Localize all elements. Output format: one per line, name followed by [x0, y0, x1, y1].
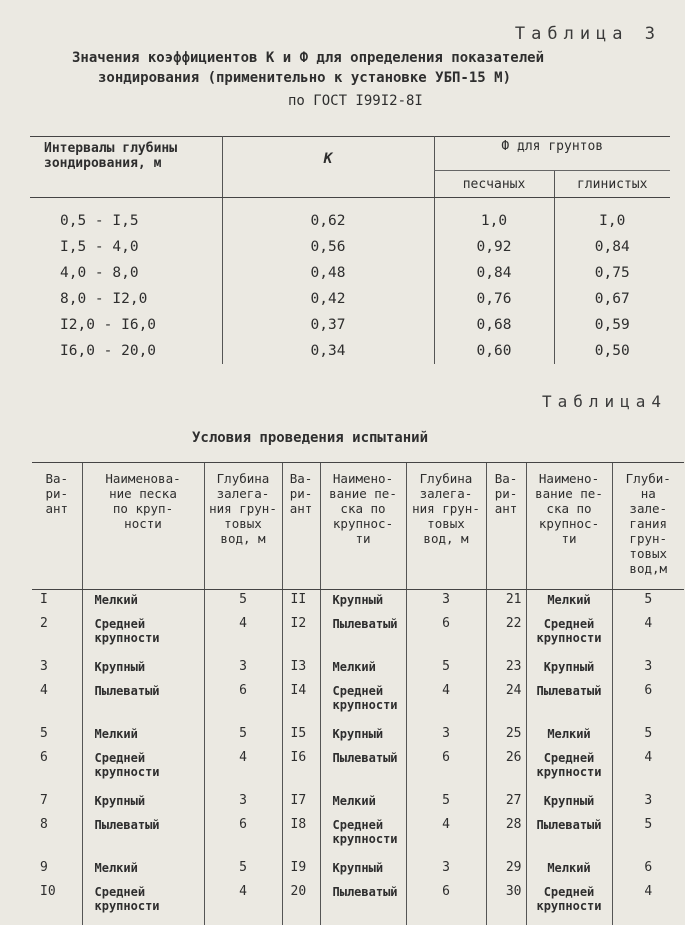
table4-cell-sand-name: Средней крупности	[526, 748, 612, 791]
table3-cell-clayey: I,0	[554, 208, 670, 234]
table4-header-variant3: Ва- ри- ант	[486, 463, 526, 590]
table4-cell-variant: 6	[32, 748, 82, 791]
table4-cell-water-depth: 5	[612, 815, 684, 858]
table4-row	[32, 882, 684, 925]
table4-cell-variant: 22	[486, 614, 526, 657]
table4-row	[32, 815, 684, 858]
table4-cell-water-depth: 3	[612, 657, 684, 681]
table3-cell-sandy: 1,0	[434, 208, 554, 234]
table4-row	[32, 614, 684, 657]
table4-cell-water-depth: 5	[612, 590, 684, 615]
table4-cell-sand-name: Мелкий	[526, 724, 612, 748]
table3-cell-depth: 0,5 - I,5	[30, 208, 222, 234]
table4-header-depth2: Глубина залега- ния грун- товых вод, м	[406, 463, 486, 590]
table4-cell-variant: 7	[32, 791, 82, 815]
table4-cell-variant: 30	[486, 882, 526, 925]
table3-header-sandy: песчаных	[434, 171, 554, 198]
table4-number: Таблица4	[542, 392, 667, 411]
table3-cell-sandy: 0,68	[434, 312, 554, 338]
table3-cell-depth: I,5 - 4,0	[30, 234, 222, 260]
table3-cell-clayey: 0,67	[554, 286, 670, 312]
table4-cell-variant: I4	[282, 681, 320, 724]
table4-cell-sand-name: Крупный	[320, 724, 406, 748]
table4-cell-variant: I7	[282, 791, 320, 815]
table4-cell-variant: 2	[32, 614, 82, 657]
table4-cell-sand-name: Пылеватый	[82, 681, 204, 724]
table4-row	[32, 858, 684, 882]
table4-cell-variant: 4	[32, 681, 82, 724]
table3-cell-sandy: 0,84	[434, 260, 554, 286]
table4-cell-sand-name: Пылеватый	[526, 681, 612, 724]
table4-cell-sand-name: Средней крупности	[320, 815, 406, 858]
table3-header-clayey: глинистых	[554, 171, 670, 198]
table4-cell-variant: I8	[282, 815, 320, 858]
table4-body	[32, 590, 684, 925]
table4-cell-water-depth: 5	[204, 590, 282, 615]
table4-cell-water-depth: 5	[406, 791, 486, 815]
table3-cell-sandy: 0,60	[434, 338, 554, 364]
table4-cell-variant: I	[32, 590, 82, 615]
table4-cell-sand-name: Крупный	[320, 590, 406, 615]
table4-header-variant: Ва- ри- ант	[32, 463, 82, 590]
table3-cell-k: 0,42	[222, 286, 434, 312]
table4-cell-water-depth: 6	[406, 614, 486, 657]
table3-row	[30, 338, 670, 364]
table4-cell-water-depth: 5	[204, 858, 282, 882]
table4-header-depth3: Глуби- на зале- гания грун- товых вод,м	[612, 463, 684, 590]
table4-cell-sand-name: Пылеватый	[526, 815, 612, 858]
table4-cell-water-depth: 5	[204, 724, 282, 748]
table4-cell-water-depth: 4	[204, 748, 282, 791]
table4-cell-water-depth: 6	[204, 681, 282, 724]
table4-cell-sand-name: Крупный	[82, 791, 204, 815]
table3-cell-k: 0,48	[222, 260, 434, 286]
table3-cell-clayey: 0,84	[554, 234, 670, 260]
table3-row	[30, 312, 670, 338]
table4-cell-water-depth: 6	[204, 815, 282, 858]
table4-cell-sand-name: Средней крупности	[82, 882, 204, 925]
table4-row	[32, 791, 684, 815]
table3-cell-depth: I2,0 - I6,0	[30, 312, 222, 338]
table4-cell-sand-name: Крупный	[526, 657, 612, 681]
table3-row	[30, 234, 670, 260]
table4-cell-sand-name: Мелкий	[82, 724, 204, 748]
table4-cell-water-depth: 4	[612, 748, 684, 791]
table3-title-line1: Значения коэффициентов K и Ф для определения показателей	[72, 50, 544, 66]
table3-title-line2: зондирования (применительно к установке УБП-15 М)	[98, 70, 511, 86]
table4-header-name3: Наимено- вание пе- ска по крупнос- ти	[526, 463, 612, 590]
table3-header-k: K	[222, 137, 434, 198]
table4-cell-water-depth: 6	[612, 858, 684, 882]
table4-cell-sand-name: Пылеватый	[82, 815, 204, 858]
table3-title-line3: по ГОСТ I99I2-8I	[288, 93, 423, 109]
table4-row	[32, 657, 684, 681]
table3-cell-depth: 8,0 - I2,0	[30, 286, 222, 312]
table4-cell-sand-name: Средней крупности	[526, 614, 612, 657]
table4-header-depth: Глубина залега- ния грун- товых вод, м	[204, 463, 282, 590]
table3-cell-k: 0,62	[222, 208, 434, 234]
table4	[32, 462, 684, 925]
table4-cell-water-depth: 4	[406, 815, 486, 858]
table4-header-variant2: Ва- ри- ант	[282, 463, 320, 590]
table4-cell-variant: I9	[282, 858, 320, 882]
table4-row	[32, 590, 684, 615]
table4-cell-variant: I2	[282, 614, 320, 657]
table3-header-phi: Ф для грунтов	[434, 137, 670, 171]
table3-cell-depth: 4,0 - 8,0	[30, 260, 222, 286]
table4-cell-sand-name: Мелкий	[82, 590, 204, 615]
table4-cell-variant: 24	[486, 681, 526, 724]
table4-cell-variant: 23	[486, 657, 526, 681]
table3-row	[30, 286, 670, 312]
table4-cell-sand-name: Средней крупности	[82, 748, 204, 791]
table3-cell-k: 0,37	[222, 312, 434, 338]
table4-cell-variant: 29	[486, 858, 526, 882]
table3-cell-k: 0,56	[222, 234, 434, 260]
table4-cell-sand-name: Мелкий	[526, 590, 612, 615]
table4-cell-variant: 27	[486, 791, 526, 815]
table4-header-row	[32, 463, 684, 590]
table4-header-name: Наименова- ние песка по круп- ности	[82, 463, 204, 590]
table4-cell-variant: 8	[32, 815, 82, 858]
table4-cell-water-depth: 6	[406, 882, 486, 925]
table4-cell-water-depth: 4	[612, 882, 684, 925]
table4-row	[32, 724, 684, 748]
table4-cell-sand-name: Мелкий	[320, 791, 406, 815]
table3-cell-clayey: 0,75	[554, 260, 670, 286]
table3-cell-k: 0,34	[222, 338, 434, 364]
table4-cell-sand-name: Средней крупности	[526, 882, 612, 925]
table4-cell-sand-name: Крупный	[526, 791, 612, 815]
table4-cell-water-depth: 4	[204, 614, 282, 657]
table4-cell-sand-name: Мелкий	[526, 858, 612, 882]
table4-cell-water-depth: 3	[406, 590, 486, 615]
table4-cell-water-depth: 3	[406, 724, 486, 748]
table4-cell-variant: II	[282, 590, 320, 615]
table4-cell-water-depth: 5	[406, 657, 486, 681]
table3-cell-clayey: 0,59	[554, 312, 670, 338]
table4-cell-sand-name: Крупный	[82, 657, 204, 681]
table4-cell-water-depth: 4	[204, 882, 282, 925]
table4-cell-sand-name: Пылеватый	[320, 614, 406, 657]
table3-header-depth: Интервалы глубины зондирования, м	[30, 137, 222, 198]
table3-cell-clayey: 0,50	[554, 338, 670, 364]
table4-cell-sand-name: Мелкий	[82, 858, 204, 882]
table4-cell-variant: 25	[486, 724, 526, 748]
table3-row	[30, 260, 670, 286]
table4-cell-variant: I6	[282, 748, 320, 791]
table4-cell-water-depth: 3	[406, 858, 486, 882]
table4-cell-variant: 3	[32, 657, 82, 681]
table3	[30, 136, 670, 364]
table4-title: Условия проведения испытаний	[192, 430, 428, 446]
table4-cell-water-depth: 4	[406, 681, 486, 724]
table4-cell-sand-name: Крупный	[320, 858, 406, 882]
table4-cell-sand-name: Мелкий	[320, 657, 406, 681]
table4-cell-variant: I3	[282, 657, 320, 681]
table4-cell-water-depth: 5	[612, 724, 684, 748]
table4-cell-sand-name: Пылеватый	[320, 748, 406, 791]
table4-cell-variant: I5	[282, 724, 320, 748]
table4-cell-sand-name: Пылеватый	[320, 882, 406, 925]
table4-cell-variant: 9	[32, 858, 82, 882]
table4-row	[32, 681, 684, 724]
table4-cell-water-depth: 3	[204, 657, 282, 681]
table3-cell-sandy: 0,76	[434, 286, 554, 312]
table4-row	[32, 748, 684, 791]
table4-cell-water-depth: 6	[406, 748, 486, 791]
table4-cell-water-depth: 4	[612, 614, 684, 657]
table3-header-row	[30, 137, 670, 171]
table4-cell-sand-name: Средней крупности	[320, 681, 406, 724]
table4-cell-water-depth: 6	[612, 681, 684, 724]
table4-cell-variant: 20	[282, 882, 320, 925]
table3-row	[30, 208, 670, 234]
table3-number: Таблица 3	[515, 24, 661, 44]
table4-cell-water-depth: 3	[204, 791, 282, 815]
table4-cell-variant: 28	[486, 815, 526, 858]
table4-cell-variant: 26	[486, 748, 526, 791]
table4-cell-variant: I0	[32, 882, 82, 925]
table4-cell-water-depth: 3	[612, 791, 684, 815]
table4-cell-sand-name: Средней крупности	[82, 614, 204, 657]
table3-cell-sandy: 0,92	[434, 234, 554, 260]
table4-cell-variant: 21	[486, 590, 526, 615]
table4-cell-variant: 5	[32, 724, 82, 748]
table4-header-name2: Наимено- вание пе- ска по крупнос- ти	[320, 463, 406, 590]
table3-cell-depth: I6,0 - 20,0	[30, 338, 222, 364]
